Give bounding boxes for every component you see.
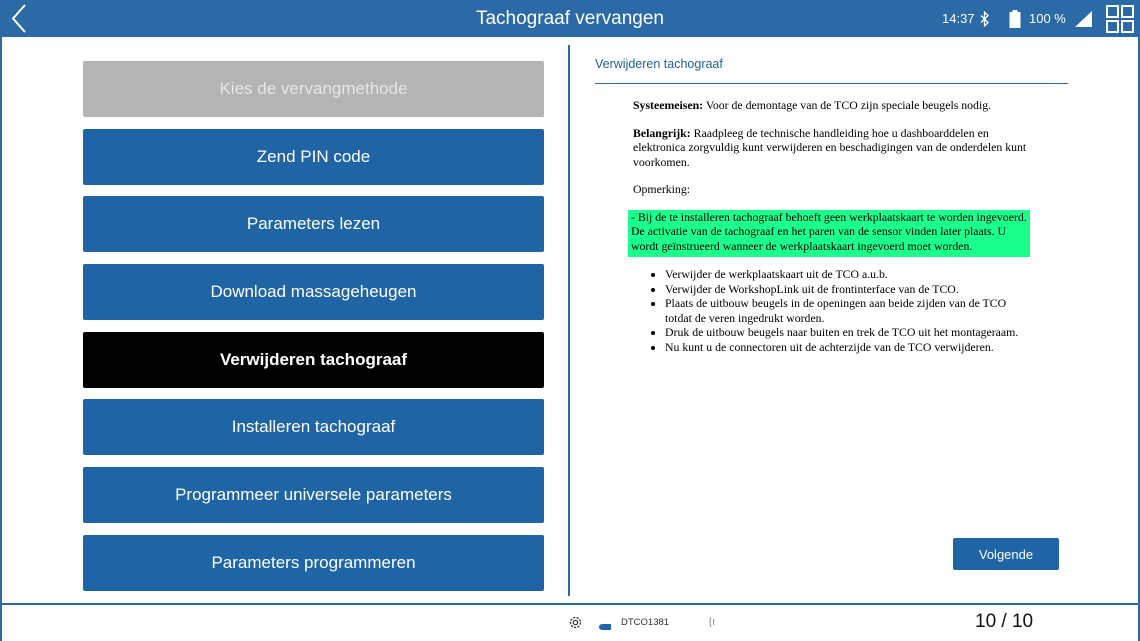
instruction-document xyxy=(628,98,1033,354)
connection-wave-icon xyxy=(708,615,718,629)
tachograph-device-icon xyxy=(598,618,612,626)
menu-item-parameters-lezen[interactable]: Parameters lezen xyxy=(83,196,544,252)
battery-icon xyxy=(1009,10,1021,28)
step-item: • Verwijder de werkplaatskaart uit de TCO a.u.b. xyxy=(665,267,1033,282)
system-req-text: Voor de demontage van de TCO zijn speciale beugels nodig. xyxy=(703,98,992,112)
menu-item-programmeer-universele-parameters[interactable]: Programmeer universele parameters xyxy=(83,467,544,523)
step-item: • Nu kunt u de connectoren uit de achterzijde van de TCO verwijderen. xyxy=(665,340,1033,355)
bluetooth-icon xyxy=(980,11,990,27)
step-item: • Plaats de uitbouw beugels in de openingen aan beide zijden van de TCO totdat de veren ingedrukt worden. xyxy=(665,296,1033,325)
menu-item-verwijderen-tachograaf[interactable]: Verwijderen tachograaf xyxy=(83,332,544,388)
system-requirements xyxy=(633,98,1033,113)
panel-title-rule xyxy=(595,83,1068,84)
menu-item-zend-pin-code[interactable]: Zend PIN code xyxy=(83,129,544,185)
status-time: 14:37 xyxy=(942,11,975,26)
page-counter: 10 / 10 xyxy=(975,611,1034,632)
step-list xyxy=(628,267,1033,354)
menu-item-download-massageheugen[interactable]: Download massageheugen xyxy=(83,264,544,320)
battery-level: 100 % xyxy=(1029,11,1066,26)
important-text: Raadpleeg de technische handleiding hoe u dashboarddelen en elektronica zorgvuldig kunt verwijderen en beschadigingen van de onderdelen kunt voorkomen. xyxy=(633,125,1027,169)
panel-divider xyxy=(568,45,570,596)
frame-left-border xyxy=(0,37,2,641)
note-label: Opmerking: xyxy=(633,182,691,196)
menu-item-kies-vervangmethode: Kies de vervangmethode xyxy=(83,61,544,117)
important-label: Belangrijk: xyxy=(633,125,691,140)
system-req-label: Systeemeisen: xyxy=(633,98,704,112)
gear-icon[interactable] xyxy=(568,615,583,630)
menu-item-installeren-tachograaf[interactable]: Installeren tachograaf xyxy=(83,399,544,455)
highlighted-note: - Bij de te installeren tachograaf behoeft geen werkplaatskaart te worden ingevoerd. De activatie van de tachograaf en het paren van de sensor vinden later plaats. U wordt geïnstrueerd wanneer de werkplaatskaart ingevoerd moet worden. xyxy=(628,210,1030,258)
header-bar xyxy=(0,0,1140,37)
panel-title: Verwijderen tachograaf xyxy=(595,57,723,71)
signal-icon xyxy=(1075,11,1092,27)
step-item: • Verwijder de WorkshopLink uit de frontinterface van de TCO. xyxy=(665,282,1033,297)
menu-item-parameters-programmeren[interactable]: Parameters programmeren xyxy=(83,535,544,591)
footer-rule xyxy=(0,603,1140,605)
grid-menu-icon[interactable] xyxy=(1106,5,1134,33)
device-label: DTCO1381 xyxy=(621,617,670,628)
important-note xyxy=(633,126,1033,170)
page-title: Tachograaf vervangen xyxy=(475,8,664,29)
next-button[interactable]: Volgende xyxy=(953,538,1059,570)
step-item: • Druk de uitbouw beugels naar buiten en trek de TCO uit het montageraam. xyxy=(665,325,1033,340)
method-menu xyxy=(83,61,544,603)
